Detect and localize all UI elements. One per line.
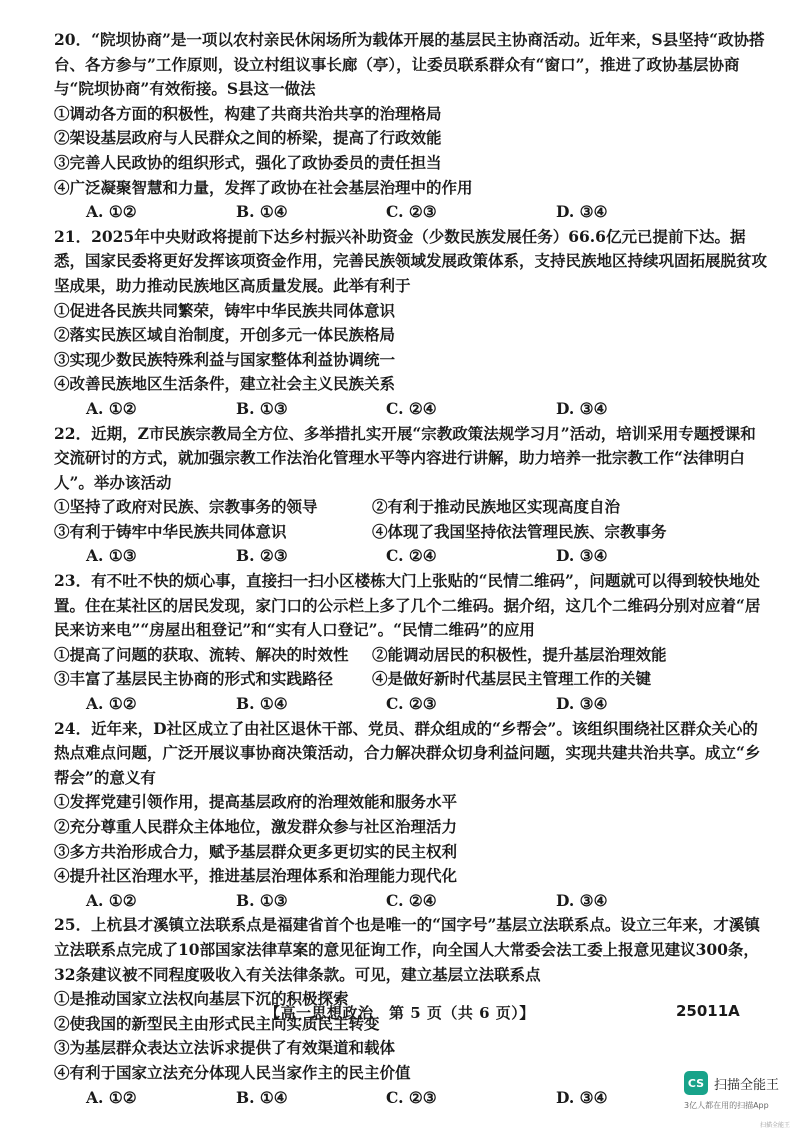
question-stem: 23．有不吐不快的烦心事，直接扫一扫小区楼栋大门上张贴的“民情二维码”，问题就可以得到较快地处置。住在某社区的居民发现，家门口的公示栏上多了几个二维码。据介绍，这几个二维码分别对应着“居民来访来电”“房屋出租登记”和“实有人口登记”。“民情二维码”的应用 [54,571,761,640]
choice-c: C. ②④ [386,398,437,418]
page-footer: 【高一思想政治 第 5 页（共 6 页）】 [265,1004,535,1022]
choice-d: D. ③④ [556,890,608,910]
choice-d: D. ③④ [556,546,608,566]
choice-a: A. ①② [86,1087,137,1107]
choice-c: C. ②③ [386,202,437,222]
option-1: ①是推动国家立法权向基层下沉的积极探索 [54,989,349,1009]
option-4: ④广泛凝聚智慧和力量，发挥了政协在社会基层治理中的作用 [54,177,473,197]
scanner-name: 扫描全能王 [714,1077,780,1093]
question-stem: 22．近期，Z市民族宗教局全方位、多举措扎实开展“宗教政策法规学习月”活动，培训采用专题授课和交流研讨的方式，就加强宗教工作法治化管理水平等内容进行讲解，助力培养一批宗教工作“法律明白人”。举办该活动 [54,423,756,492]
choice-a: A. ①② [86,890,137,910]
choice-b: B. ①③ [236,890,288,910]
option-row [54,667,770,692]
option-2: ②能调动居民的积极性，提升基层治理效能 [372,644,667,664]
option-3: ③实现少数民族特殊利益与国家整体利益协调统一 [54,349,396,369]
scanner-tagline: 3亿人都在用的扫描App [684,1101,769,1110]
option-row [54,643,770,668]
choice-a: A. ①③ [86,546,137,566]
option-4: ④是做好新时代基层民主管理工作的关键 [372,669,652,689]
answer-choices [54,889,770,914]
scanner-watermark [684,1071,779,1095]
option-3: ③多方共治形成合力，赋予基层群众更多更切实的民主权利 [54,841,458,861]
option-4: ④提升社区治理水平，推进基层治理体系和治理能力现代化 [54,866,458,886]
option-1: ①促进各民族共同繁荣，铸牢中华民族共同体意识 [54,300,396,320]
camscanner-logo-icon: CS [684,1071,708,1095]
choice-c: C. ②③ [386,694,437,714]
option-2: ②落实民族区域自治制度，开创多元一体民族格局 [54,325,396,345]
option-4: ④改善民族地区生活条件，建立社会主义民族关系 [54,374,396,394]
choice-a: A. ①② [86,694,137,714]
question-22 [54,422,770,570]
question-21 [54,225,770,422]
question-stem: 24．近年来，D社区成立了由社区退休干部、党员、群众组成的“乡帮会”。该组织围绕社区群众关心的热点难点问题，广泛开展议事协商决策活动，合力解决群众切身利益问题，实现共建共治共享。成立“乡帮会”的意义有 [54,718,761,787]
option-row [54,520,770,545]
option-2: ②使我国的新型民主由形式民主向实质民主转变 [54,1013,380,1033]
option-4: ④体现了我国坚持依法管理民族、宗教事务 [372,521,667,541]
choice-c: C. ②③ [386,1087,437,1107]
answer-choices [54,692,770,717]
choice-b: B. ①③ [236,398,288,418]
option-2: ②有利于推动民族地区实现高度自治 [372,497,621,517]
choice-c: C. ②④ [386,890,437,910]
question-20 [54,28,770,225]
choice-b: B. ①④ [236,694,288,714]
question-stem: 25．上杭县才溪镇立法联系点是福建省首个也是唯一的“国字号”基层立法联系点。设立三年来，才溪镇立法联系点完成了10部国家法律草案的意见征询工作，向全国人大常委会法工委上报意见建议300条，32条建议被不同程度吸收入有关法律条款。可见，建立基层立法联系点 [54,915,760,984]
option-1: ①提高了问题的获取、流转、解决的时效性 [54,644,349,664]
answer-choices [54,544,770,569]
choice-d: D. ③④ [556,398,608,418]
exam-code: 25011A [676,1002,740,1020]
option-row [54,495,770,520]
question-stem: 21．2025年中央财政将提前下达乡村振兴补助资金（少数民族发展任务）66.6亿元已提前下达。据悉，国家民委将更好发挥该项资金作用，完善民族领域发展政策体系，支持民族地区持续巩固拓展脱贫攻坚成果，助力推动民族地区高质量发展。此举有利于 [54,226,768,295]
option-1: ①发挥党建引领作用，提高基层政府的治理效能和服务水平 [54,792,458,812]
answer-choices [54,200,770,225]
option-3: ③丰富了基层民主协商的形式和实践路径 [54,669,334,689]
exam-page [54,28,770,1110]
option-1: ①调动各方面的积极性，构建了共商共治共享的治理格局 [54,103,442,123]
question-24 [54,717,770,914]
option-3: ③有利于铸牢中华民族共同体意识 [54,521,287,541]
option-1: ①坚持了政府对民族、宗教事务的领导 [54,497,318,517]
choice-b: B. ①④ [236,202,288,222]
option-2: ②充分尊重人民群众主体地位，激发群众参与社区治理活力 [54,817,458,836]
choice-b: B. ①④ [236,1087,288,1107]
question-stem: 20．“院坝协商”是一项以农村亲民休闲场所为载体开展的基层民主协商活动。近年来，S县坚持“政协搭台、各方参与”工作原则，设立村组议事长廊（亭），让委员联系群众有“窗口”，推进了政协基层协商与“院坝协商”有效衔接。S县这一做法 [54,30,765,99]
choice-c: C. ②④ [386,546,437,566]
answer-choices [54,1086,770,1111]
option-4: ④有利于国家立法充分体现人民当家作主的民主价值 [54,1062,411,1082]
choice-d: D. ③④ [556,694,608,714]
choice-a: A. ①② [86,202,137,222]
question-23 [54,569,770,717]
option-3: ③完善人民政协的组织形式，强化了政协委员的责任担当 [54,152,442,172]
choice-d: D. ③④ [556,202,608,222]
option-2: ②架设基层政府与人民群众之间的桥梁，提高了行政效能 [54,128,442,148]
answer-choices [54,397,770,422]
option-3: ③为基层群众表达立法诉求提供了有效渠道和载体 [54,1038,396,1058]
choice-a: A. ①② [86,398,137,418]
choice-d: D. ③④ [556,1087,608,1107]
scanner-mini-label: 扫描全能王 [760,1122,791,1129]
choice-b: B. ②③ [236,546,288,566]
